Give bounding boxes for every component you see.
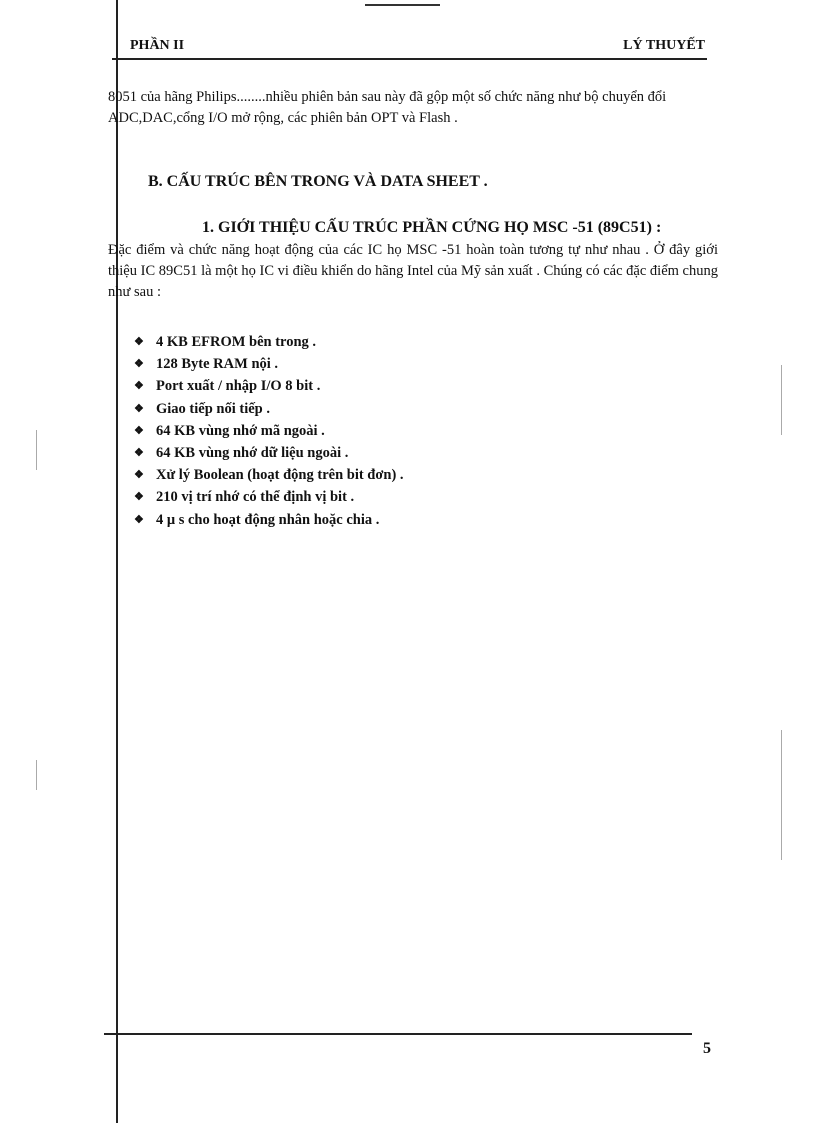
feature-item (134, 398, 404, 420)
feature-text: 210 vị trí nhớ có thể định vị bit . (156, 489, 355, 506)
feature-item (134, 509, 404, 531)
diamond-bullet-icon: ❖ (134, 358, 144, 371)
scan-artifact (36, 430, 37, 470)
header-section: PHẦN II (130, 38, 185, 53)
diamond-bullet-icon: ❖ (134, 491, 144, 504)
page-number: 5 (703, 1040, 711, 1057)
intro-paragraph: 8051 của hãng Philips........nhiều phiên bản sau này đã gộp một số chức năng như bộ chuyển đổi ADC,DAC,cổng I/O mở rộng, các phiên bản OPT và Flash . (108, 89, 667, 126)
feature-text: 4 μ s cho hoạt động nhân hoặc chia . (156, 511, 380, 528)
feature-item (134, 442, 404, 464)
feature-text: 128 Byte RAM nội . (156, 356, 279, 373)
scan-artifact (781, 365, 782, 435)
scan-artifact (36, 760, 37, 790)
feature-list (134, 331, 404, 531)
binding-line (116, 0, 118, 1123)
feature-item (134, 464, 404, 486)
diamond-bullet-icon: ❖ (134, 424, 144, 437)
feature-item (134, 331, 404, 353)
section-heading: B. CẤU TRÚC BÊN TRONG VÀ DATA SHEET . (148, 173, 488, 190)
description-paragraph: Đặc điểm và chức năng hoạt động của các IC họ MSC -51 hoàn toàn tương tự như nhau . Ở đây giới thiệu IC 89C51 là một họ IC vi điều khiển do hãng Intel của Mỹ sản xuất . Chúng có các đặc điểm chung như sau : (108, 242, 718, 300)
feature-text: Giao tiếp nối tiếp . (156, 400, 270, 417)
diamond-bullet-icon: ❖ (134, 402, 144, 415)
feature-text: 64 KB vùng nhớ dữ liệu ngoài . (156, 444, 349, 461)
scan-artifact (781, 730, 782, 860)
diamond-bullet-icon: ❖ (134, 380, 144, 393)
feature-item (134, 353, 404, 375)
header-rule (112, 58, 707, 60)
feature-text: Port xuất / nhập I/O 8 bit . (156, 378, 321, 395)
feature-item (134, 420, 404, 442)
top-rule-fragment (365, 4, 440, 6)
footer-rule (104, 1033, 692, 1035)
diamond-bullet-icon: ❖ (134, 469, 144, 482)
diamond-bullet-icon: ❖ (134, 446, 144, 459)
feature-text: 4 KB EFROM bên trong . (156, 334, 317, 350)
feature-text: Xử lý Boolean (hoạt động trên bit đơn) . (156, 467, 404, 484)
header-chapter: LÝ THUYẾT (623, 38, 705, 53)
feature-text: 64 KB vùng nhớ mã ngoài . (156, 422, 325, 439)
subsection-heading: 1. GIỚI THIỆU CẤU TRÚC PHẦN CỨNG HỌ MSC -51 (89C51) : (202, 219, 662, 236)
page-header (130, 38, 705, 58)
diamond-bullet-icon: ❖ (134, 513, 144, 526)
diamond-bullet-icon: ❖ (134, 336, 144, 348)
feature-item (134, 375, 404, 397)
feature-item (134, 486, 404, 508)
